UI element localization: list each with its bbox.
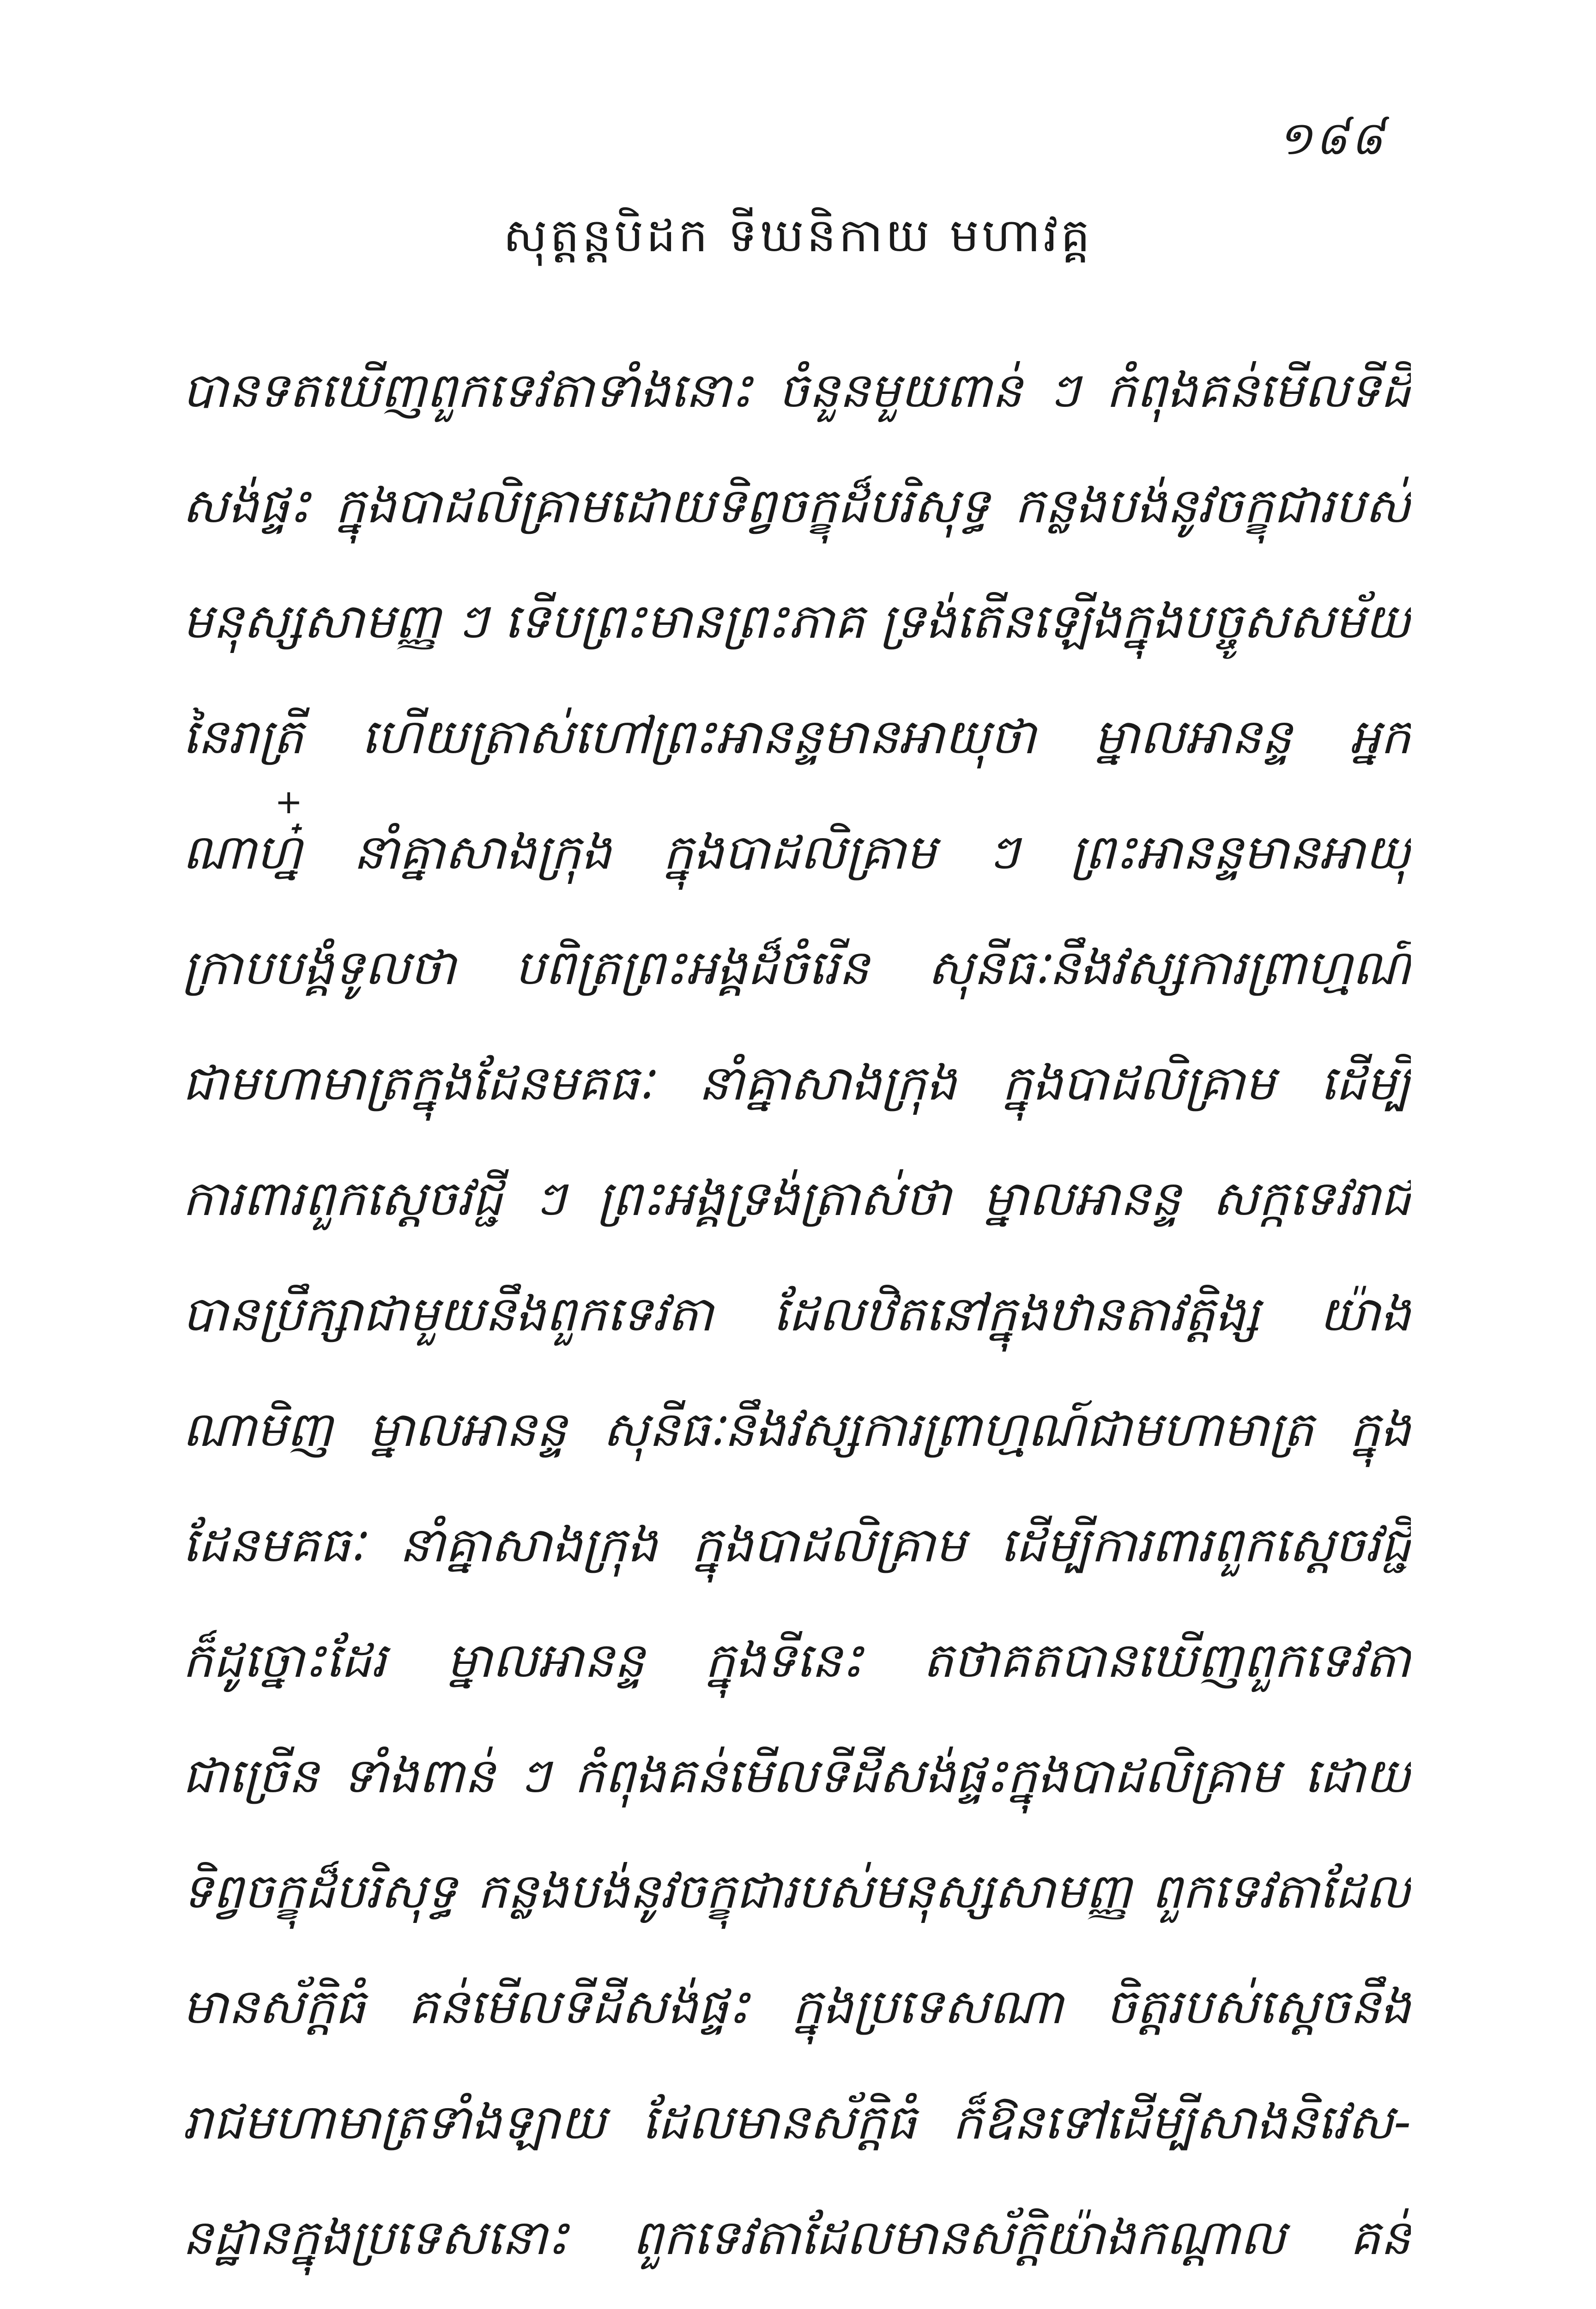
text-line: សង់ផ្ទះ ក្នុងបាដលិគ្រាមដោយទិព្វចក្ខុដ៏បរិសុទ្ធ កន្លងបង់នូវចក្ខុជារបស់ [182,478,1411,534]
text-line: ទិព្វចក្ខុដ៏បរិសុទ្ធ កន្លងបង់នូវចក្ខុជារបស់មនុស្សសាមញ្ញ ពួកទេវតាដែល [182,1863,1411,1919]
running-head: សុត្តន្តបិដក ទីឃនិកាយ មហាវគ្គ [503,208,1093,262]
text-line: ក៏ដូច្នោះដែរ ម្នាលអានន្ទ ក្នុងទីនេះ តថាគតបានឃើញពួកទេវតា [182,1632,1411,1688]
text-line: ណាហ្ន៎ នាំគ្នាសាងក្រុង ក្នុងបាដលិគ្រាម ៗ ព្រះអានន្ទមានអាយុ [182,824,1411,880]
text-line: ជាមហាមាត្រក្នុងដែនមគធៈ នាំគ្នាសាងក្រុង ក្នុងបាដលិគ្រាម ដើម្បី [182,1055,1411,1111]
text-line: រាជមហាមាត្រទាំងឡាយ ដែលមានស័ក្តិធំ ក៏ឱនទៅដើម្បីសាងនិវេស- [182,2094,1411,2150]
text-line: ដែនមគធៈ នាំគ្នាសាងក្រុង ក្នុងបាដលិគ្រាម ដើម្បីការពារពួកស្តេចវជ្ជី [182,1517,1411,1573]
text-line: ណាមិញ ម្នាលអានន្ទ សុនីធៈនឹងវស្សការព្រាហ្មណ៍ជាមហាមាត្រ ក្នុង [182,1401,1411,1457]
marginal-mark: + [275,782,303,821]
text-line: ការពារពួកស្តេចវជ្ជី ៗ ព្រះអង្គទ្រង់ត្រាស់ថា ម្នាលអានន្ទ សក្កទេវរាជ [182,1170,1411,1227]
text-line: នដ្ឋានក្នុងប្រទេសនោះ ពួកទេវតាដែលមានស័ក្តិយ៉ាងកណ្តាល គន់ [182,2209,1411,2266]
text-line: មានស័ក្តិធំ គន់មើលទីដីសង់ផ្ទះ ក្នុងប្រទេសណា ចិត្តរបស់ស្តេចនឹង [182,1978,1411,2035]
body-text [182,332,1411,2295]
text-line: ក្រាបបង្គំទូលថា បពិត្រព្រះអង្គដ៏ចំរើន សុនីធៈនឹងវស្សការព្រាហ្មណ៍ [182,939,1411,996]
page-number: ១៨៨ [1277,111,1386,165]
text-line: បានប្រឹក្សាជាមួយនឹងពួកទេវតា ដែលឋិតនៅក្នុងឋានតាវត្តិង្ស យ៉ាង [182,1286,1411,1342]
text-line: ជាច្រើន ទាំងពាន់ ៗ កំពុងគន់មើលទីដីសង់ផ្ទះក្នុងបាដលិគ្រាម ដោយ [182,1747,1411,1804]
text-line: មនុស្សសាមញ្ញ ៗ ទើបព្រះមានព្រះភាគ ទ្រង់តើនឡើងក្នុងបច្ចូសសម័យ [182,593,1411,649]
text-line: បានទតឃើញពួកទេវតាទាំងនោះ ចំនួនមួយពាន់ ៗ កំពុងគន់មើលទីដី [182,362,1411,418]
text-line: នៃរាត្រី ហើយត្រាស់ហៅព្រះអានន្ទមានអាយុថា ម្នាលអានន្ទ អ្នក [182,708,1411,765]
